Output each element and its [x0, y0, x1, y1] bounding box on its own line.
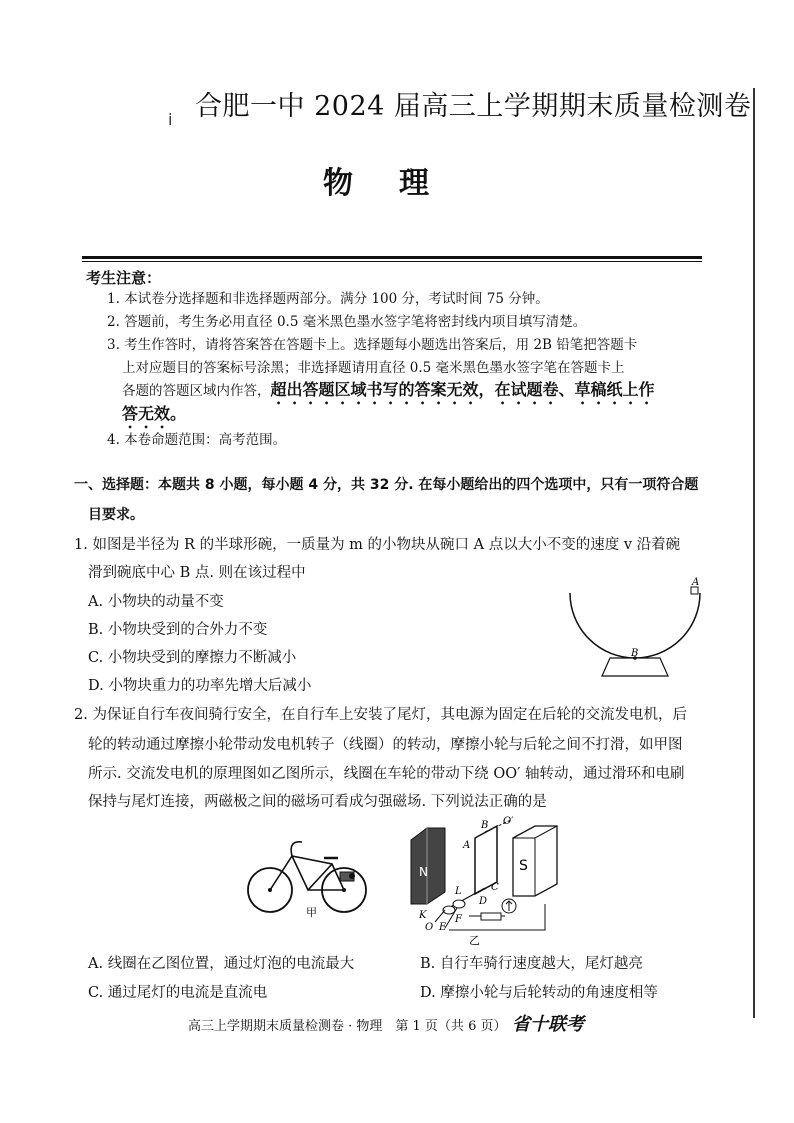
label-e: E: [439, 922, 447, 933]
label-n: N: [419, 865, 428, 879]
notice-item-3: 3. 考生作答时，请将答案答在答题卡上。选择题每小题选出答案后，用 2B 铅笔把答题卡: [107, 337, 638, 353]
notice-item-1: 1. 本试卷分选择题和非选择题两部分。满分 100 分，考试时间 75 分钟。: [107, 291, 549, 307]
binding-line: [753, 88, 755, 1018]
label-b2: B: [481, 820, 489, 831]
q2-option-b: B. 自行车骑行速度越大，尾灯越亮: [420, 956, 643, 972]
header-divider-thin: [82, 261, 702, 262]
subject-title: 物理: [323, 166, 475, 201]
label-f: F: [455, 914, 462, 925]
exam-title: 合肥一中 2024 届高三上学期期末质量检测卷: [195, 91, 752, 122]
notice-item-3-cont1: 上对应题目的答案标号涂黑；非选择题请用直径 0.5 毫米黑色墨水签字笔在答题卡上: [122, 360, 625, 376]
q1-option-d: D. 小物块重力的功率先增大后减小: [88, 678, 312, 694]
q2-stem-line1: 2. 为保证自行车夜间骑行安全，在自行车上安装了尾灯，其电源为固定在后轮的交流发电机，后: [74, 707, 687, 723]
notice-item-4: 4. 本卷命题范围：高考范围。: [107, 432, 287, 448]
q2-option-a: A. 线圈在乙图位置，通过灯泡的电流最大: [88, 956, 355, 972]
notice-emphasis-2: 答无效。: [122, 404, 187, 423]
q2-stem-line4: 保持与尾灯连接，两磁极之间的磁场可看成匀强磁场. 下列说法正确的是: [88, 794, 547, 810]
q1-stem-line1: 1. 如图是半径为 R 的半球形碗，一质量为 m 的小物块从碗口 A 点以大小不变的速度 v 沿着碗: [74, 537, 681, 553]
label-s: S: [519, 858, 528, 874]
label-l: L: [455, 886, 462, 897]
generator-figure: [405, 818, 565, 948]
label-jia: 甲: [306, 906, 317, 919]
bulb-resistor: [481, 913, 501, 920]
notice-item-3-cont3: [122, 403, 722, 432]
label-o-prime: O′: [503, 816, 514, 827]
notice-item-2: 2. 答题前，考生务必用直径 0.5 毫米黑色墨水签字笔将密封线内项目填写清楚。: [107, 314, 587, 330]
label-c: C: [491, 882, 499, 893]
q1-stem-line2: 滑到碗底中心 B 点. 则在该过程中: [88, 565, 306, 581]
q2-stem-line2: 轮的转动通过摩擦小轮带动发电机转子（线圈）的转动，摩擦小轮与后轮之间不打滑，如甲图: [88, 737, 683, 753]
label-k: K: [419, 910, 427, 921]
notice-title: 考生注意：: [86, 269, 162, 287]
section-heading-line2: 目要求。: [88, 507, 144, 523]
section-heading-line1: 一、选择题：本题共 8 小题，每小题 4 分，共 32 分. 在每小题给出的四个选项中，只有一项符合题: [74, 477, 699, 493]
magnet-n: [411, 828, 445, 904]
margin-mark: i: [168, 110, 173, 129]
label-d: D: [479, 896, 488, 907]
q1-option-b: B. 小物块受到的合外力不变: [88, 622, 268, 638]
block-at-a: [691, 587, 698, 594]
label-b: B: [631, 648, 639, 659]
q1-option-a: A. 小物块的动量不变: [88, 594, 224, 610]
bowl-stand: [602, 658, 668, 676]
hemisphere-bowl-figure: [560, 577, 710, 684]
bicycle-figure: [240, 838, 380, 918]
handlebar: [291, 842, 302, 856]
q2-stem-line3: 所示. 交流发电机的原理图如乙图所示，线圈在车轮的带动下绕 OO′ 轴转动，通过滑环和电刷: [88, 766, 685, 782]
notice-emphasis-1: 超出答题区域书写的答案无效，在试题卷、草稿纸上作: [270, 380, 655, 399]
q2-option-d: D. 摩擦小轮与后轮转动的角速度相等: [420, 985, 658, 1001]
bike-frame: [270, 856, 344, 890]
label-o: O: [425, 922, 434, 933]
q1-option-c: C. 小物块受到的摩擦力不断减小: [88, 650, 297, 666]
q2-option-c: C. 通过尾灯的电流是直流电: [88, 985, 268, 1001]
slip-ring-2: [453, 900, 465, 908]
label-yi: 乙: [469, 934, 480, 947]
footer-stamp: 省十联考: [512, 1014, 584, 1035]
page-footer: 高三上学期期末质量检测卷 · 物理 第 1 页（共 6 页）: [188, 1019, 507, 1034]
label-a2: A: [463, 840, 471, 851]
label-a: A: [692, 577, 700, 588]
notice-item-3-cont2-text: 各题的答题区域内作答，: [122, 383, 271, 399]
header-divider: [82, 256, 702, 259]
